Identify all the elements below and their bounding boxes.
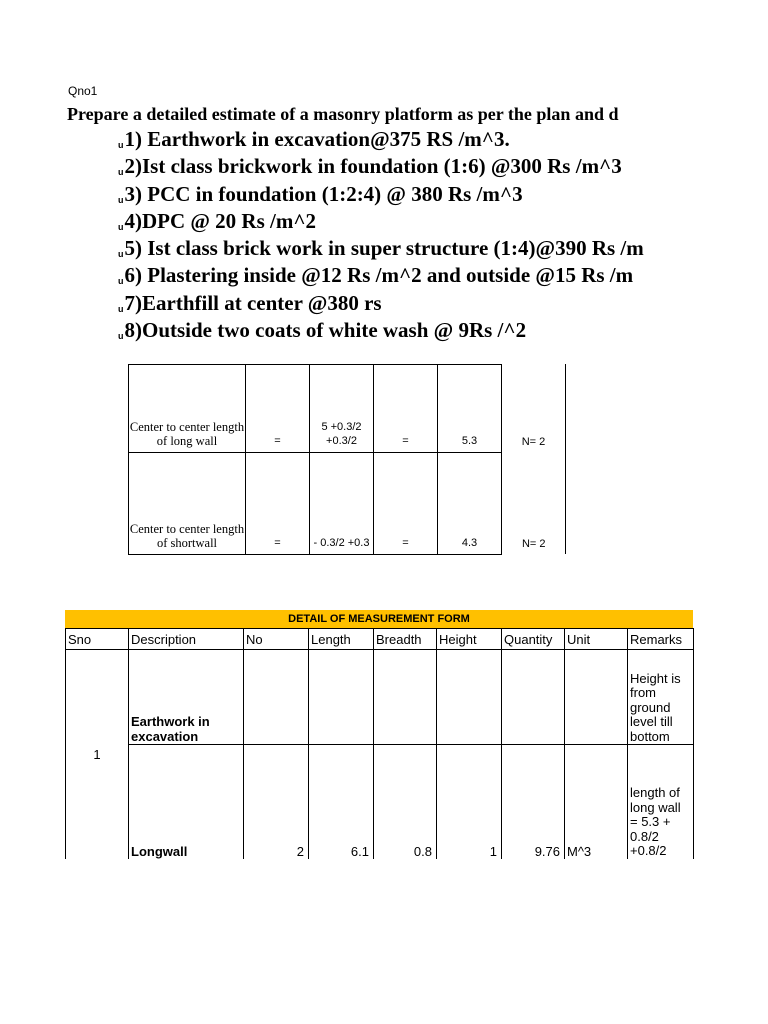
table-cell: 6.1 — [309, 745, 374, 859]
bullet-icon: u — [118, 331, 124, 342]
column-header: Length — [309, 629, 374, 650]
list-item — [118, 235, 698, 262]
table-cell: 2 — [244, 745, 309, 859]
remarks-cell: Height is from ground level till bottom — [628, 650, 694, 745]
table-cell: 5.3 — [438, 365, 502, 453]
question-title: Prepare a detailed estimate of a masonry platform as per the plan and d — [67, 104, 619, 124]
column-header: Breadth — [374, 629, 437, 650]
bullet-icon: u — [118, 221, 124, 232]
description-cell: Earthwork in excavation — [129, 650, 244, 745]
table-header-row — [66, 629, 694, 650]
bullet-icon: u — [118, 249, 124, 260]
bullet-icon: u — [118, 276, 124, 287]
center-length-table — [128, 364, 566, 555]
item-text: 2)Ist class brickwork in foundation (1:6) @300 Rs /m^3 — [124, 154, 622, 179]
table-cell — [374, 650, 437, 745]
table-cell: - 0.3/2 +0.3 — [310, 453, 374, 555]
table-cell: N= 2 — [521, 537, 546, 550]
table-cell: = — [374, 453, 438, 555]
table-cell: = — [246, 365, 310, 453]
table-cell: M^3 — [565, 745, 628, 859]
item-text: 3) PCC in foundation (1:2:4) @ 380 Rs /m^3 — [124, 181, 523, 206]
item-list — [118, 126, 698, 344]
list-item — [118, 126, 698, 153]
item-text: 1) Earthwork in excavation@375 RS /m^3. — [124, 127, 510, 151]
list-item — [118, 262, 698, 289]
item-text: 6) Plastering inside @12 Rs /m^2 and outside @15 Rs /m — [124, 263, 634, 288]
table-cell — [565, 650, 628, 745]
table-row — [66, 745, 694, 859]
column-header: Description — [129, 629, 244, 650]
column-header: Unit — [565, 629, 628, 650]
table-cell: 9.76 — [502, 745, 565, 859]
list-item — [118, 290, 698, 317]
table-cell — [437, 650, 502, 745]
table-cell: = — [374, 365, 438, 453]
list-item — [118, 317, 698, 344]
item-text: 4)DPC @ 20 Rs /m^2 — [124, 208, 317, 233]
item-text: 5) Ist class brick work in super structure (1:4)@390 Rs /m — [124, 236, 644, 261]
table-border-line — [565, 364, 566, 554]
table-cell — [309, 650, 374, 745]
column-header: Sno — [66, 629, 129, 650]
question-number: Qno1 — [68, 84, 98, 98]
column-header: Remarks — [628, 629, 694, 650]
description-cell: Longwall — [129, 745, 244, 859]
table-cell: Center to center length of shortwall — [129, 453, 246, 555]
table-cell — [244, 650, 309, 745]
table-cell: N= 2 — [521, 435, 546, 448]
table-cell: 0.8 — [374, 745, 437, 859]
table-cell — [502, 650, 565, 745]
list-item — [118, 208, 698, 235]
table-row — [129, 453, 566, 555]
item-text: 7)Earthfill at center @380 rs — [124, 290, 382, 315]
table-row — [66, 650, 694, 745]
column-header: Quantity — [502, 629, 565, 650]
form-banner: DETAIL OF MEASUREMENT FORM — [65, 610, 693, 628]
table-cell: 4.3 — [438, 453, 502, 555]
bullet-icon: u — [118, 140, 124, 150]
table-row — [129, 365, 566, 453]
table-cell: Center to center length of long wall — [129, 365, 246, 453]
bullet-icon: u — [118, 194, 124, 205]
list-item — [118, 181, 698, 208]
table-cell: 5 +0.3/2 +0.3/2 — [310, 365, 374, 453]
bullet-icon: u — [118, 167, 124, 178]
item-text: 8)Outside two coats of white wash @ 9Rs /^2 — [124, 318, 527, 343]
column-header: Height — [437, 629, 502, 650]
list-item — [118, 153, 698, 180]
remarks-cell: length of long wall = 5.3 + 0.8/2 +0.8/2 — [628, 745, 694, 859]
sno-cell: 1 — [66, 650, 129, 859]
bullet-icon: u — [118, 303, 124, 314]
table-cell: = — [246, 453, 310, 555]
column-header: No — [244, 629, 309, 650]
measurement-form — [65, 610, 693, 859]
table-cell: 1 — [437, 745, 502, 859]
